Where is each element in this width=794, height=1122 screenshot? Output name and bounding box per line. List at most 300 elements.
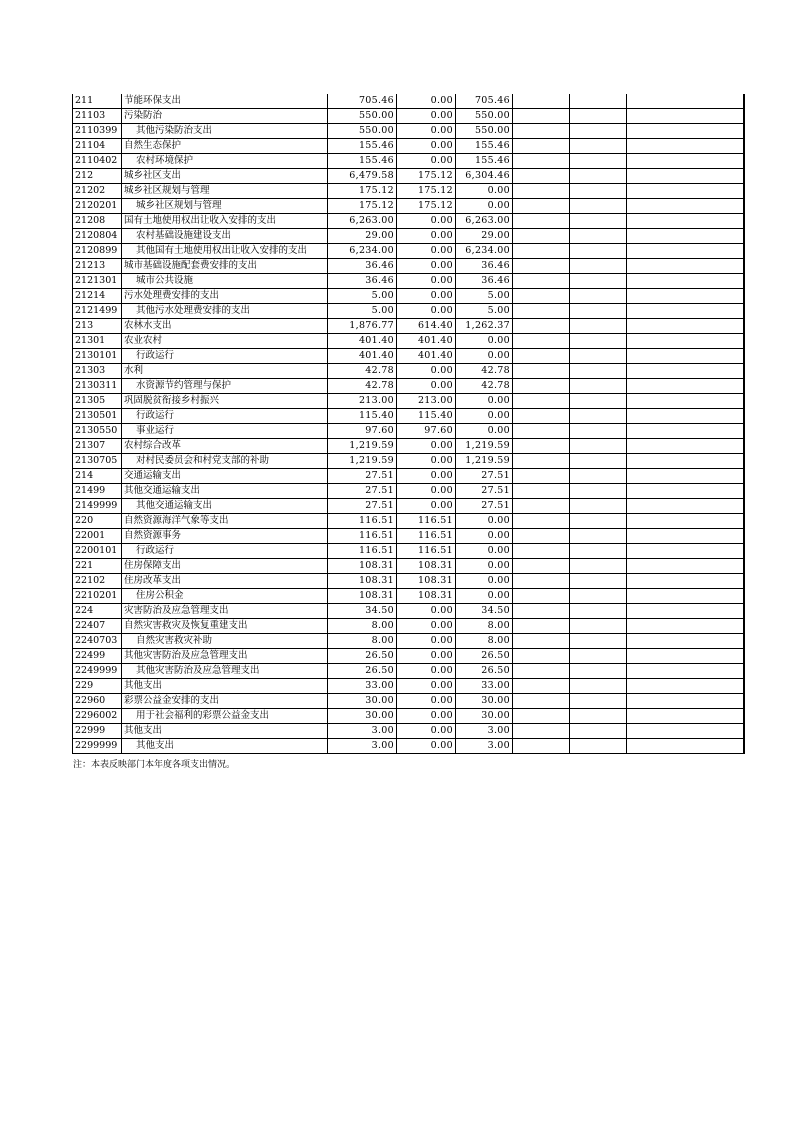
subject-code-cell: 22102 bbox=[73, 574, 122, 589]
subject-code-cell: 22001 bbox=[73, 529, 122, 544]
empty-cell bbox=[513, 109, 570, 124]
table-row bbox=[73, 664, 744, 679]
total-amount-cell: 175.12 bbox=[328, 184, 397, 199]
empty-cell bbox=[570, 199, 627, 214]
basic-expenditure-cell: 0.00 bbox=[397, 619, 456, 634]
subject-name: 污染防治 bbox=[124, 110, 163, 121]
basic-expenditure-cell: 97.60 bbox=[397, 424, 456, 439]
subject-name-cell bbox=[122, 559, 328, 574]
project-expenditure-cell: 0.00 bbox=[456, 589, 513, 604]
subject-code-cell: 2121301 bbox=[73, 274, 122, 289]
basic-expenditure-cell: 0.00 bbox=[397, 604, 456, 619]
subject-name-cell bbox=[122, 649, 328, 664]
subject-code-cell: 2130311 bbox=[73, 379, 122, 394]
basic-expenditure-cell: 0.00 bbox=[397, 469, 456, 484]
basic-expenditure-cell: 0.00 bbox=[397, 379, 456, 394]
empty-cell bbox=[513, 694, 570, 709]
subject-code-cell: 224 bbox=[73, 604, 122, 619]
project-expenditure-cell: 0.00 bbox=[456, 529, 513, 544]
basic-expenditure-cell: 175.12 bbox=[397, 184, 456, 199]
empty-cell bbox=[627, 439, 744, 454]
empty-cell bbox=[570, 529, 627, 544]
empty-cell bbox=[627, 244, 744, 259]
table-row bbox=[73, 679, 744, 694]
total-amount-cell: 1,876.77 bbox=[328, 319, 397, 334]
subject-name-cell bbox=[122, 634, 328, 649]
empty-cell bbox=[513, 634, 570, 649]
project-expenditure-cell: 0.00 bbox=[456, 514, 513, 529]
table-row bbox=[73, 574, 744, 589]
subject-name: 其他交通运输支出 bbox=[124, 485, 201, 496]
subject-code-cell: 229 bbox=[73, 679, 122, 694]
subject-name: 住房公积金 bbox=[136, 590, 184, 601]
empty-cell bbox=[513, 739, 570, 754]
empty-cell bbox=[513, 154, 570, 169]
subject-name: 其他支出 bbox=[124, 680, 163, 691]
empty-cell bbox=[513, 574, 570, 589]
basic-expenditure-cell: 0.00 bbox=[397, 214, 456, 229]
empty-cell bbox=[627, 679, 744, 694]
total-amount-cell: 550.00 bbox=[328, 124, 397, 139]
subject-code-cell: 212 bbox=[73, 169, 122, 184]
subject-code-cell: 21208 bbox=[73, 214, 122, 229]
empty-cell bbox=[627, 649, 744, 664]
total-amount-cell: 155.46 bbox=[328, 154, 397, 169]
subject-code-cell: 22499 bbox=[73, 649, 122, 664]
basic-expenditure-cell: 0.00 bbox=[397, 259, 456, 274]
table-row bbox=[73, 724, 744, 739]
empty-cell bbox=[627, 529, 744, 544]
total-amount-cell: 1,219.59 bbox=[328, 454, 397, 469]
basic-expenditure-cell: 0.00 bbox=[397, 739, 456, 754]
project-expenditure-cell: 6,263.00 bbox=[456, 214, 513, 229]
subject-name: 自然资源海洋气象等支出 bbox=[124, 515, 229, 526]
project-expenditure-cell: 0.00 bbox=[456, 574, 513, 589]
empty-cell bbox=[627, 499, 744, 514]
table-row bbox=[73, 289, 744, 304]
empty-cell bbox=[627, 199, 744, 214]
total-amount-cell: 115.40 bbox=[328, 409, 397, 424]
project-expenditure-cell: 30.00 bbox=[456, 709, 513, 724]
empty-cell bbox=[627, 739, 744, 754]
total-amount-cell: 116.51 bbox=[328, 514, 397, 529]
empty-cell bbox=[513, 244, 570, 259]
empty-cell bbox=[627, 514, 744, 529]
basic-expenditure-cell: 115.40 bbox=[397, 409, 456, 424]
subject-name: 灾害防治及应急管理支出 bbox=[124, 605, 229, 616]
total-amount-cell: 27.51 bbox=[328, 469, 397, 484]
basic-expenditure-cell: 0.00 bbox=[397, 244, 456, 259]
total-amount-cell: 8.00 bbox=[328, 634, 397, 649]
table-row bbox=[73, 634, 744, 649]
empty-cell bbox=[513, 124, 570, 139]
project-expenditure-cell: 0.00 bbox=[456, 544, 513, 559]
empty-cell bbox=[513, 394, 570, 409]
empty-cell bbox=[513, 724, 570, 739]
table-row bbox=[73, 379, 744, 394]
table-row bbox=[73, 334, 744, 349]
subject-name-cell bbox=[122, 289, 328, 304]
subject-name: 交通运输支出 bbox=[124, 470, 182, 481]
subject-code-cell: 21213 bbox=[73, 259, 122, 274]
subject-name-cell bbox=[122, 664, 328, 679]
total-amount-cell: 5.00 bbox=[328, 304, 397, 319]
subject-name: 节能环保支出 bbox=[124, 95, 182, 106]
subject-name-cell bbox=[122, 349, 328, 364]
subject-name-cell bbox=[122, 334, 328, 349]
empty-cell bbox=[570, 559, 627, 574]
empty-cell bbox=[627, 139, 744, 154]
project-expenditure-cell: 30.00 bbox=[456, 694, 513, 709]
subject-name-cell bbox=[122, 259, 328, 274]
table-row bbox=[73, 739, 744, 754]
table-row bbox=[73, 604, 744, 619]
subject-name-cell bbox=[122, 94, 328, 109]
subject-name-cell bbox=[122, 739, 328, 754]
basic-expenditure-cell: 213.00 bbox=[397, 394, 456, 409]
subject-name: 城市基础设施配套费安排的支出 bbox=[124, 260, 258, 271]
total-amount-cell: 175.12 bbox=[328, 199, 397, 214]
table-row bbox=[73, 139, 744, 154]
subject-name: 自然资源事务 bbox=[124, 530, 182, 541]
basic-expenditure-cell: 116.51 bbox=[397, 544, 456, 559]
project-expenditure-cell: 3.00 bbox=[456, 739, 513, 754]
project-expenditure-cell: 6,304.46 bbox=[456, 169, 513, 184]
total-amount-cell: 27.51 bbox=[328, 484, 397, 499]
subject-code-cell: 220 bbox=[73, 514, 122, 529]
subject-code-cell: 2240703 bbox=[73, 634, 122, 649]
empty-cell bbox=[513, 664, 570, 679]
total-amount-cell: 705.46 bbox=[328, 94, 397, 109]
subject-code-cell: 21303 bbox=[73, 364, 122, 379]
subject-code-cell: 21305 bbox=[73, 394, 122, 409]
project-expenditure-cell: 36.46 bbox=[456, 274, 513, 289]
subject-name: 城市公共设施 bbox=[136, 275, 194, 286]
subject-name-cell bbox=[122, 229, 328, 244]
subject-name: 其他污染防治支出 bbox=[136, 125, 213, 136]
subject-name-cell bbox=[122, 364, 328, 379]
empty-cell bbox=[627, 604, 744, 619]
subject-code-cell: 21307 bbox=[73, 439, 122, 454]
empty-cell bbox=[570, 649, 627, 664]
empty-cell bbox=[570, 319, 627, 334]
total-amount-cell: 3.00 bbox=[328, 724, 397, 739]
subject-code-cell: 211 bbox=[73, 94, 122, 109]
project-expenditure-cell: 1,262.37 bbox=[456, 319, 513, 334]
empty-cell bbox=[570, 454, 627, 469]
subject-code-cell: 2210201 bbox=[73, 589, 122, 604]
total-amount-cell: 33.00 bbox=[328, 679, 397, 694]
empty-cell bbox=[513, 469, 570, 484]
subject-code-cell: 2249999 bbox=[73, 664, 122, 679]
basic-expenditure-cell: 0.00 bbox=[397, 499, 456, 514]
empty-cell bbox=[570, 424, 627, 439]
empty-cell bbox=[513, 214, 570, 229]
subject-code-cell: 21301 bbox=[73, 334, 122, 349]
empty-cell bbox=[627, 229, 744, 244]
table-row bbox=[73, 499, 744, 514]
subject-name-cell bbox=[122, 184, 328, 199]
subject-code-cell: 22407 bbox=[73, 619, 122, 634]
empty-cell bbox=[513, 514, 570, 529]
subject-name: 农村综合改革 bbox=[124, 440, 182, 451]
basic-expenditure-cell: 614.40 bbox=[397, 319, 456, 334]
empty-cell bbox=[513, 409, 570, 424]
subject-code-cell: 2130101 bbox=[73, 349, 122, 364]
subject-code-cell: 2296002 bbox=[73, 709, 122, 724]
empty-cell bbox=[570, 664, 627, 679]
basic-expenditure-cell: 0.00 bbox=[397, 724, 456, 739]
basic-expenditure-cell: 0.00 bbox=[397, 229, 456, 244]
empty-cell bbox=[627, 259, 744, 274]
project-expenditure-cell: 0.00 bbox=[456, 559, 513, 574]
empty-cell bbox=[513, 484, 570, 499]
basic-expenditure-cell: 0.00 bbox=[397, 139, 456, 154]
subject-name-cell bbox=[122, 484, 328, 499]
project-expenditure-cell: 0.00 bbox=[456, 394, 513, 409]
empty-cell bbox=[627, 109, 744, 124]
project-expenditure-cell: 8.00 bbox=[456, 634, 513, 649]
empty-cell bbox=[627, 634, 744, 649]
expenditure-table-body bbox=[73, 94, 744, 754]
empty-cell bbox=[570, 544, 627, 559]
basic-expenditure-cell: 0.00 bbox=[397, 439, 456, 454]
subject-name-cell bbox=[122, 499, 328, 514]
project-expenditure-cell: 6,234.00 bbox=[456, 244, 513, 259]
subject-name: 水资源节约管理与保护 bbox=[136, 380, 232, 391]
empty-cell bbox=[570, 709, 627, 724]
empty-cell bbox=[570, 514, 627, 529]
empty-cell bbox=[627, 184, 744, 199]
subject-name: 其他国有土地使用权出让收入安排的支出 bbox=[136, 245, 308, 256]
subject-name: 自然灾害救灾补助 bbox=[136, 635, 213, 646]
total-amount-cell: 30.00 bbox=[328, 694, 397, 709]
project-expenditure-cell: 26.50 bbox=[456, 664, 513, 679]
empty-cell bbox=[513, 439, 570, 454]
project-expenditure-cell: 0.00 bbox=[456, 184, 513, 199]
empty-cell bbox=[513, 544, 570, 559]
total-amount-cell: 550.00 bbox=[328, 109, 397, 124]
subject-name-cell bbox=[122, 124, 328, 139]
empty-cell bbox=[570, 469, 627, 484]
subject-name: 其他灾害防治及应急管理支出 bbox=[136, 665, 260, 676]
empty-cell bbox=[627, 724, 744, 739]
total-amount-cell: 401.40 bbox=[328, 334, 397, 349]
empty-cell bbox=[513, 529, 570, 544]
empty-cell bbox=[627, 544, 744, 559]
subject-name-cell bbox=[122, 409, 328, 424]
empty-cell bbox=[513, 364, 570, 379]
subject-name: 城乡社区规划与管理 bbox=[136, 200, 222, 211]
subject-code-cell: 213 bbox=[73, 319, 122, 334]
basic-expenditure-cell: 0.00 bbox=[397, 679, 456, 694]
basic-expenditure-cell: 116.51 bbox=[397, 514, 456, 529]
table-row bbox=[73, 649, 744, 664]
subject-name: 行政运行 bbox=[136, 545, 175, 556]
subject-name-cell bbox=[122, 544, 328, 559]
empty-cell bbox=[513, 169, 570, 184]
empty-cell bbox=[570, 349, 627, 364]
subject-name-cell bbox=[122, 529, 328, 544]
empty-cell bbox=[627, 694, 744, 709]
subject-name: 用于社会福利的彩票公益金支出 bbox=[136, 710, 270, 721]
table-row bbox=[73, 424, 744, 439]
subject-name: 农村环境保护 bbox=[136, 155, 194, 166]
project-expenditure-cell: 3.00 bbox=[456, 724, 513, 739]
project-expenditure-cell: 33.00 bbox=[456, 679, 513, 694]
subject-code-cell: 2299999 bbox=[73, 739, 122, 754]
project-expenditure-cell: 5.00 bbox=[456, 304, 513, 319]
project-expenditure-cell: 550.00 bbox=[456, 109, 513, 124]
project-expenditure-cell: 42.78 bbox=[456, 379, 513, 394]
total-amount-cell: 401.40 bbox=[328, 349, 397, 364]
table-row bbox=[73, 229, 744, 244]
table-row bbox=[73, 124, 744, 139]
empty-cell bbox=[570, 109, 627, 124]
project-expenditure-cell: 27.51 bbox=[456, 499, 513, 514]
table-row bbox=[73, 154, 744, 169]
empty-cell bbox=[513, 199, 570, 214]
empty-cell bbox=[513, 259, 570, 274]
subject-code-cell: 22999 bbox=[73, 724, 122, 739]
subject-code-cell: 2130705 bbox=[73, 454, 122, 469]
empty-cell bbox=[627, 319, 744, 334]
total-amount-cell: 42.78 bbox=[328, 379, 397, 394]
subject-code-cell: 21214 bbox=[73, 289, 122, 304]
empty-cell bbox=[627, 379, 744, 394]
total-amount-cell: 8.00 bbox=[328, 619, 397, 634]
total-amount-cell: 34.50 bbox=[328, 604, 397, 619]
subject-name: 住房改革支出 bbox=[124, 575, 182, 586]
empty-cell bbox=[627, 619, 744, 634]
project-expenditure-cell: 5.00 bbox=[456, 289, 513, 304]
project-expenditure-cell: 0.00 bbox=[456, 349, 513, 364]
basic-expenditure-cell: 0.00 bbox=[397, 694, 456, 709]
subject-name-cell bbox=[122, 304, 328, 319]
subject-code-cell: 2110402 bbox=[73, 154, 122, 169]
table-row bbox=[73, 559, 744, 574]
empty-cell bbox=[513, 589, 570, 604]
table-row bbox=[73, 364, 744, 379]
project-expenditure-cell: 42.78 bbox=[456, 364, 513, 379]
subject-name-cell bbox=[122, 424, 328, 439]
project-expenditure-cell: 27.51 bbox=[456, 469, 513, 484]
total-amount-cell: 108.31 bbox=[328, 589, 397, 604]
subject-name-cell bbox=[122, 709, 328, 724]
empty-cell bbox=[627, 154, 744, 169]
subject-name: 彩票公益金安排的支出 bbox=[124, 695, 220, 706]
subject-code-cell: 2120804 bbox=[73, 229, 122, 244]
empty-cell bbox=[627, 424, 744, 439]
subject-name: 其他污水处理费安排的支出 bbox=[136, 305, 251, 316]
empty-cell bbox=[513, 229, 570, 244]
empty-cell bbox=[570, 214, 627, 229]
subject-name: 污水处理费安排的支出 bbox=[124, 290, 220, 301]
subject-code-cell: 2130501 bbox=[73, 409, 122, 424]
empty-cell bbox=[627, 589, 744, 604]
expenditure-table bbox=[72, 94, 745, 754]
empty-cell bbox=[570, 439, 627, 454]
empty-cell bbox=[513, 649, 570, 664]
subject-code-cell: 2200101 bbox=[73, 544, 122, 559]
subject-code-cell: 2149999 bbox=[73, 499, 122, 514]
project-expenditure-cell: 1,219.59 bbox=[456, 454, 513, 469]
subject-name: 行政运行 bbox=[136, 410, 175, 421]
project-expenditure-cell: 36.46 bbox=[456, 259, 513, 274]
basic-expenditure-cell: 0.00 bbox=[397, 484, 456, 499]
empty-cell bbox=[513, 319, 570, 334]
empty-cell bbox=[570, 619, 627, 634]
empty-cell bbox=[570, 604, 627, 619]
subject-name-cell bbox=[122, 574, 328, 589]
subject-name: 事业运行 bbox=[136, 425, 175, 436]
subject-name-cell bbox=[122, 154, 328, 169]
empty-cell bbox=[570, 229, 627, 244]
subject-name: 城乡社区规划与管理 bbox=[124, 185, 210, 196]
empty-cell bbox=[627, 289, 744, 304]
subject-code-cell: 21104 bbox=[73, 139, 122, 154]
basic-expenditure-cell: 108.31 bbox=[397, 574, 456, 589]
table-row bbox=[73, 469, 744, 484]
empty-cell bbox=[627, 454, 744, 469]
subject-name-cell bbox=[122, 454, 328, 469]
subject-name: 行政运行 bbox=[136, 350, 175, 361]
basic-expenditure-cell: 0.00 bbox=[397, 289, 456, 304]
basic-expenditure-cell: 401.40 bbox=[397, 334, 456, 349]
project-expenditure-cell: 705.46 bbox=[456, 94, 513, 109]
subject-code-cell: 21499 bbox=[73, 484, 122, 499]
empty-cell bbox=[570, 724, 627, 739]
basic-expenditure-cell: 108.31 bbox=[397, 589, 456, 604]
table-row bbox=[73, 589, 744, 604]
subject-name-cell bbox=[122, 439, 328, 454]
subject-code-cell: 2121499 bbox=[73, 304, 122, 319]
subject-name-cell bbox=[122, 679, 328, 694]
empty-cell bbox=[513, 289, 570, 304]
subject-name: 城乡社区支出 bbox=[124, 170, 182, 181]
basic-expenditure-cell: 175.12 bbox=[397, 199, 456, 214]
basic-expenditure-cell: 0.00 bbox=[397, 454, 456, 469]
project-expenditure-cell: 1,219.59 bbox=[456, 439, 513, 454]
empty-cell bbox=[570, 739, 627, 754]
project-expenditure-cell: 27.51 bbox=[456, 484, 513, 499]
basic-expenditure-cell: 0.00 bbox=[397, 709, 456, 724]
table-row bbox=[73, 394, 744, 409]
subject-code-cell: 2110399 bbox=[73, 124, 122, 139]
subject-code-cell: 22960 bbox=[73, 694, 122, 709]
empty-cell bbox=[627, 484, 744, 499]
total-amount-cell: 26.50 bbox=[328, 664, 397, 679]
subject-name-cell bbox=[122, 619, 328, 634]
subject-name: 住房保障支出 bbox=[124, 560, 182, 571]
empty-cell bbox=[627, 559, 744, 574]
subject-name: 农业农村 bbox=[124, 335, 163, 346]
subject-name-cell bbox=[122, 244, 328, 259]
empty-cell bbox=[513, 334, 570, 349]
total-amount-cell: 1,219.59 bbox=[328, 439, 397, 454]
table-row bbox=[73, 349, 744, 364]
total-amount-cell: 108.31 bbox=[328, 559, 397, 574]
total-amount-cell: 108.31 bbox=[328, 574, 397, 589]
empty-cell bbox=[513, 139, 570, 154]
basic-expenditure-cell: 0.00 bbox=[397, 124, 456, 139]
total-amount-cell: 6,479.58 bbox=[328, 169, 397, 184]
empty-cell bbox=[570, 289, 627, 304]
empty-cell bbox=[570, 484, 627, 499]
basic-expenditure-cell: 0.00 bbox=[397, 304, 456, 319]
empty-cell bbox=[513, 619, 570, 634]
empty-cell bbox=[513, 184, 570, 199]
